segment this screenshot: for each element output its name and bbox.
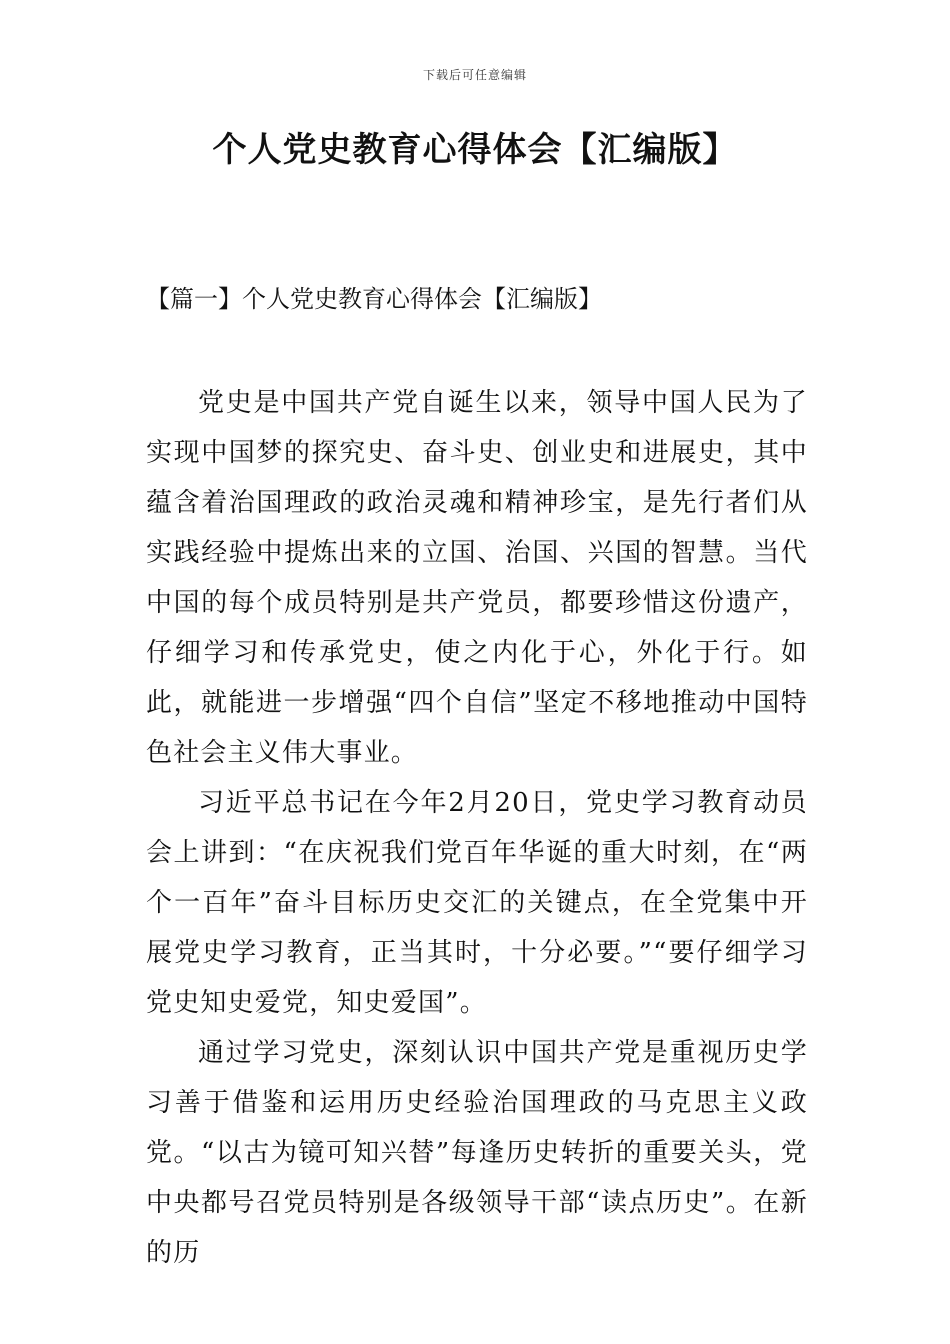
document-title: 个人党史教育心得体会【汇编版】	[212, 130, 738, 170]
paragraph-2: 习近平总书记在今年2月20日，党史学习教育动员会上讲到：“在庆祝我们党百年华诞的重大时刻，在“两个一百年”奋斗目标历史交汇的关键点，在全党集中开展党史学习教育，正当其时，十分必要。”“要仔细学习党史知史爱党，知史爱国”。	[146, 788, 808, 1018]
header-note: 下载后可任意编辑	[422, 68, 527, 82]
paragraph-3: 通过学习党史，深刻认识中国共产党是重视历史学习善于借鉴和运用历史经验治国理政的马克思主义政党。“以古为镜可知兴替”每逢历史转折的重要关头，党中央都号召党员特别是各级领导干部“读点历史”。在新的历	[146, 1038, 808, 1268]
paragraph-1: 党史是中国共产党自诞生以来，领导中国人民为了实现中国梦的探究史、奋斗史、创业史和进展史，其中蕴含着治国理政的政治灵魂和精神珍宝，是先行者们从实践经验中提炼出来的立国、治国、兴国的智慧。当代中国的每个成员特别是共产党员，都要珍惜这份遗产，仔细学习和传承党史，使之内化于心，外化于行。如此，就能进一步增强“四个自信”坚定不移地推动中国特色社会主义伟大事业。	[146, 388, 808, 768]
section-heading: 【篇一】个人党史教育心得体会【汇编版】	[146, 285, 602, 313]
document-body	[146, 378, 808, 1278]
